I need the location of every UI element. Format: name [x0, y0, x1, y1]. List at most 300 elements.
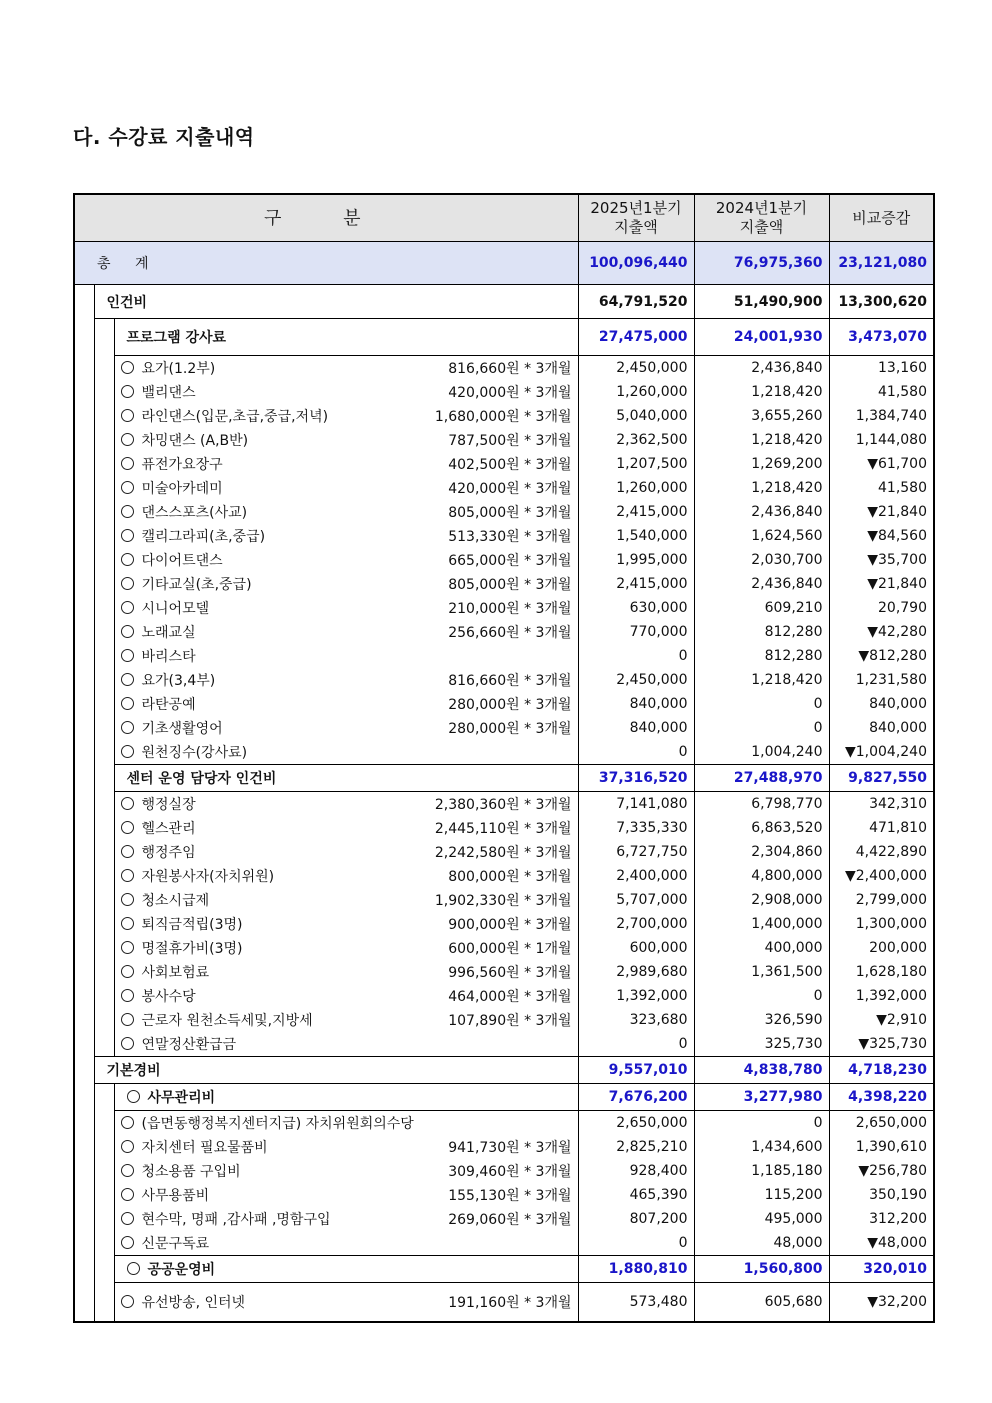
- item-diff: ▼61,700: [829, 452, 934, 476]
- item-name-wrap: [121, 718, 223, 738]
- circle-bullet-icon: [121, 1164, 134, 1177]
- item-name-wrap: [121, 1292, 246, 1312]
- item-diff: 1,390,610: [829, 1135, 934, 1159]
- staff-cost-row-2024: 27,488,970: [694, 765, 829, 792]
- item-label: [114, 1135, 578, 1159]
- item-diff: 13,160: [829, 356, 934, 381]
- indent-spacer: [74, 984, 94, 1008]
- item-label-wrap: [115, 382, 578, 402]
- item-diff: 840,000: [829, 692, 934, 716]
- indent-spacer: [74, 1283, 94, 1323]
- item-label: [114, 740, 578, 765]
- indent-spacer: [94, 816, 114, 840]
- item-diff: ▼42,280: [829, 620, 934, 644]
- indent-spacer: [94, 888, 114, 912]
- indent-spacer: [94, 984, 114, 1008]
- table-row: [74, 620, 934, 644]
- item-diff: 2,799,000: [829, 888, 934, 912]
- item-label-wrap: [115, 742, 578, 762]
- indent-spacer: [74, 596, 94, 620]
- item-2025: 2,650,000: [578, 1111, 694, 1136]
- staff-cost-row-label: [114, 765, 578, 792]
- item-label-wrap: [115, 794, 578, 814]
- indent-spacer: [94, 1256, 114, 1283]
- item-label: [114, 548, 578, 572]
- item-2025: 600,000: [578, 936, 694, 960]
- item-label-wrap: [115, 1113, 578, 1133]
- item-name: 기초생활영어: [141, 721, 223, 737]
- item-label-wrap: [115, 842, 578, 862]
- personnel-row: [74, 285, 934, 319]
- item-calc: 513,330원 * 3개월: [448, 529, 572, 545]
- table-row: [74, 864, 934, 888]
- circle-bullet-icon: [121, 1013, 134, 1026]
- item-label-wrap: [115, 1292, 578, 1312]
- table-row: [74, 816, 934, 840]
- header-2025: [578, 194, 694, 242]
- item-2024: 1,218,420: [694, 476, 829, 500]
- item-calc: 816,660원 * 3개월: [448, 673, 572, 689]
- item-2025: 7,335,330: [578, 816, 694, 840]
- indent-spacer: [94, 1008, 114, 1032]
- indent-spacer: [94, 864, 114, 888]
- table-row: [74, 572, 934, 596]
- total-2025: 100,096,440: [578, 242, 694, 285]
- item-name: 연말정산환급금: [141, 1037, 237, 1053]
- item-2025: 807,200: [578, 1207, 694, 1231]
- indent-spacer: [94, 1159, 114, 1183]
- item-calc: 309,460원 * 3개월: [448, 1164, 572, 1180]
- indent-spacer: [74, 1032, 94, 1057]
- indent-spacer: [94, 1135, 114, 1159]
- item-name-wrap: [121, 622, 196, 642]
- item-2025: 2,415,000: [578, 572, 694, 596]
- indent-spacer: [74, 644, 94, 668]
- indent-spacer: [74, 936, 94, 960]
- item-calc: 805,000원 * 3개월: [448, 505, 572, 521]
- item-label: [114, 356, 578, 381]
- indent-spacer: [74, 1159, 94, 1183]
- item-name: 퇴직금적립(3명): [141, 917, 243, 933]
- item-name: 요가(1.2부): [141, 361, 216, 377]
- item-2025: 2,450,000: [578, 668, 694, 692]
- item-name-wrap: [121, 670, 216, 690]
- item-name-wrap: [121, 818, 196, 838]
- indent-spacer: [94, 476, 114, 500]
- item-diff: ▼325,730: [829, 1032, 934, 1057]
- table-row: [74, 740, 934, 765]
- item-diff: ▼21,840: [829, 500, 934, 524]
- table-row: [74, 1159, 934, 1183]
- item-label: [114, 1032, 578, 1057]
- item-2025: 1,260,000: [578, 380, 694, 404]
- indent-spacer: [94, 792, 114, 817]
- indent-spacer: [74, 888, 94, 912]
- item-diff: ▼2,400,000: [829, 864, 934, 888]
- table-row: [74, 596, 934, 620]
- item-label: [114, 912, 578, 936]
- indent-spacer: [74, 960, 94, 984]
- item-2024: 812,280: [694, 644, 829, 668]
- item-calc: 280,000원 * 3개월: [448, 721, 572, 737]
- item-2024: 1,004,240: [694, 740, 829, 765]
- item-label-wrap: [115, 454, 578, 474]
- item-name: 기타교실(초,중급): [141, 577, 252, 593]
- item-diff: ▼35,700: [829, 548, 934, 572]
- circle-bullet-icon: [121, 869, 134, 882]
- item-label-wrap: [115, 670, 578, 690]
- indent-spacer: [94, 452, 114, 476]
- item-2025: 2,700,000: [578, 912, 694, 936]
- item-name-wrap: [121, 694, 196, 714]
- item-2024: 1,185,180: [694, 1159, 829, 1183]
- basic-expense-row-2024: 4,838,780: [694, 1057, 829, 1084]
- item-label-wrap: [115, 986, 578, 1006]
- item-2025: 1,540,000: [578, 524, 694, 548]
- item-calc: 1,680,000원 * 3개월: [434, 409, 572, 425]
- header-2024: [694, 194, 829, 242]
- item-label: [114, 404, 578, 428]
- indent-spacer: [74, 864, 94, 888]
- indent-spacer: [94, 1207, 114, 1231]
- item-label-wrap: [115, 1233, 578, 1253]
- item-label-wrap: [115, 1161, 578, 1181]
- circle-bullet-icon: [121, 1212, 134, 1225]
- public-operation-row-label: [114, 1256, 578, 1283]
- item-label-wrap: [115, 574, 578, 594]
- circle-bullet-icon: [121, 1295, 134, 1308]
- item-name-wrap: [121, 962, 210, 982]
- item-label: [114, 572, 578, 596]
- item-calc: 787,500원 * 3개월: [448, 433, 572, 449]
- office-admin-row-diff: 4,398,220: [829, 1084, 934, 1111]
- item-2025: 1,260,000: [578, 476, 694, 500]
- item-calc: 800,000원 * 3개월: [448, 869, 572, 885]
- item-diff: 1,392,000: [829, 984, 934, 1008]
- item-label: [114, 1008, 578, 1032]
- circle-bullet-icon: [127, 1262, 140, 1275]
- item-label-wrap: [115, 1010, 578, 1030]
- item-calc: 191,160원 * 3개월: [448, 1295, 572, 1311]
- item-name: 시니어모델: [141, 601, 210, 617]
- circle-bullet-icon: [121, 1236, 134, 1249]
- item-2025: 6,727,750: [578, 840, 694, 864]
- circle-bullet-icon: [121, 1037, 134, 1050]
- item-diff: 312,200: [829, 1207, 934, 1231]
- item-name: 청소용품 구입비: [141, 1164, 241, 1180]
- item-2024: 1,361,500: [694, 960, 829, 984]
- item-diff: ▼2,910: [829, 1008, 934, 1032]
- item-diff: 1,231,580: [829, 668, 934, 692]
- header-2024-line1: 2024년1분기: [715, 199, 808, 217]
- item-diff: 1,300,000: [829, 912, 934, 936]
- indent-spacer: [74, 1008, 94, 1032]
- item-diff: ▼256,780: [829, 1159, 934, 1183]
- item-2024: 2,436,840: [694, 500, 829, 524]
- table-row: [74, 404, 934, 428]
- table-row: [74, 1207, 934, 1231]
- program-fee-row-label: [114, 319, 578, 356]
- item-label-wrap: [115, 1034, 578, 1054]
- item-diff: 41,580: [829, 476, 934, 500]
- item-label-wrap: [115, 478, 578, 498]
- item-2024: 812,280: [694, 620, 829, 644]
- indent-spacer: [74, 1057, 94, 1084]
- item-2025: 770,000: [578, 620, 694, 644]
- indent-spacer: [94, 1183, 114, 1207]
- item-2024: 326,590: [694, 1008, 829, 1032]
- item-2025: 1,207,500: [578, 452, 694, 476]
- circle-bullet-icon: [121, 721, 134, 734]
- item-name: 차밍댄스 (A,B반): [141, 433, 249, 449]
- table-row: [74, 452, 934, 476]
- item-name-wrap: [121, 938, 243, 958]
- item-name-wrap: [121, 1233, 210, 1253]
- indent-spacer: [94, 319, 114, 356]
- total-2024: 76,975,360: [694, 242, 829, 285]
- item-diff: ▼812,280: [829, 644, 934, 668]
- item-name-wrap: [121, 502, 248, 522]
- item-2025: 0: [578, 644, 694, 668]
- item-label: [114, 476, 578, 500]
- item-2025: 2,825,210: [578, 1135, 694, 1159]
- item-diff: 342,310: [829, 792, 934, 817]
- item-calc: 420,000원 * 3개월: [448, 385, 572, 401]
- header-category: 구 분: [74, 194, 578, 242]
- indent-spacer: [74, 1084, 94, 1111]
- personnel-row-label: [94, 285, 578, 319]
- circle-bullet-icon: [121, 745, 134, 758]
- circle-bullet-icon: [121, 845, 134, 858]
- item-label: [114, 428, 578, 452]
- circle-bullet-icon: [121, 385, 134, 398]
- table-row: [74, 500, 934, 524]
- item-name-wrap: [121, 1185, 210, 1205]
- item-calc: 107,890원 * 3개월: [448, 1013, 572, 1029]
- item-name-wrap: [121, 742, 248, 762]
- public-operation-row: [74, 1256, 934, 1283]
- indent-spacer: [74, 816, 94, 840]
- circle-bullet-icon: [121, 529, 134, 542]
- table-header-row: [74, 194, 934, 242]
- item-2025: 1,995,000: [578, 548, 694, 572]
- indent-spacer: [74, 572, 94, 596]
- item-name-wrap: [121, 986, 196, 1006]
- item-calc: 941,730원 * 3개월: [448, 1140, 572, 1156]
- item-label: [114, 864, 578, 888]
- item-calc: 2,445,110원 * 3개월: [434, 821, 572, 837]
- indent-spacer: [94, 500, 114, 524]
- circle-bullet-icon: [121, 941, 134, 954]
- item-2024: 6,863,520: [694, 816, 829, 840]
- indent-spacer: [94, 404, 114, 428]
- indent-spacer: [94, 644, 114, 668]
- item-name: 노래교실: [141, 625, 196, 641]
- indent-spacer: [94, 740, 114, 765]
- circle-bullet-icon: [121, 553, 134, 566]
- indent-spacer: [74, 428, 94, 452]
- item-name: 봉사수당: [141, 989, 196, 1005]
- item-calc: 210,000원 * 3개월: [448, 601, 572, 617]
- item-name: 캘리그라피(초,중급): [141, 529, 266, 545]
- public-operation-row-2025: 1,880,810: [578, 1256, 694, 1283]
- item-calc: 900,000원 * 3개월: [448, 917, 572, 933]
- item-label: [114, 692, 578, 716]
- circle-bullet-icon: [121, 893, 134, 906]
- circle-bullet-icon: [121, 361, 134, 374]
- indent-spacer: [94, 840, 114, 864]
- basic-expense-row-diff: 4,718,230: [829, 1057, 934, 1084]
- circle-bullet-icon: [121, 481, 134, 494]
- indent-spacer: [74, 692, 94, 716]
- item-2025: 840,000: [578, 716, 694, 740]
- item-2024: 0: [694, 716, 829, 740]
- item-2024: 325,730: [694, 1032, 829, 1057]
- item-label-wrap: [115, 938, 578, 958]
- indent-spacer: [74, 1183, 94, 1207]
- item-diff: 1,144,080: [829, 428, 934, 452]
- item-2024: 0: [694, 1111, 829, 1136]
- item-label-wrap: [115, 526, 578, 546]
- item-2024: 2,908,000: [694, 888, 829, 912]
- table-row: [74, 960, 934, 984]
- item-name: 근로자 원천소득세및,지방세: [141, 1013, 313, 1029]
- table-row: [74, 668, 934, 692]
- item-diff: 4,422,890: [829, 840, 934, 864]
- item-label: [114, 380, 578, 404]
- table-row: [74, 1231, 934, 1256]
- program-fee-row: [74, 319, 934, 356]
- item-2025: 2,362,500: [578, 428, 694, 452]
- item-label: [114, 960, 578, 984]
- item-2024: 609,210: [694, 596, 829, 620]
- item-name-wrap: [121, 430, 249, 450]
- item-name-wrap: [121, 794, 196, 814]
- item-2024: 1,218,420: [694, 380, 829, 404]
- circle-bullet-icon: [121, 1116, 134, 1129]
- table-row: [74, 644, 934, 668]
- item-calc: 665,000원 * 3개월: [448, 553, 572, 569]
- indent-spacer: [94, 668, 114, 692]
- header-2024-line2: 지출액: [739, 218, 784, 236]
- indent-spacer: [94, 620, 114, 644]
- item-2024: 2,436,840: [694, 356, 829, 381]
- item-name: 명절휴가비(3명): [141, 941, 243, 957]
- item-name-wrap: [121, 1209, 331, 1229]
- page-title: 다. 수강료 지출내역: [73, 125, 255, 149]
- item-2024: 1,269,200: [694, 452, 829, 476]
- circle-bullet-icon: [121, 409, 134, 422]
- item-name-wrap: [121, 598, 210, 618]
- item-calc: 2,380,360원 * 3개월: [434, 797, 572, 813]
- expense-table: [73, 193, 935, 1323]
- item-label: [114, 984, 578, 1008]
- table-row: [74, 476, 934, 500]
- indent-spacer: [94, 1231, 114, 1256]
- indent-spacer: [74, 716, 94, 740]
- item-label: [114, 936, 578, 960]
- item-label: [114, 1283, 578, 1323]
- table-row: [74, 1008, 934, 1032]
- item-diff: 200,000: [829, 936, 934, 960]
- indent-spacer: [94, 428, 114, 452]
- item-2024: 115,200: [694, 1183, 829, 1207]
- item-name-wrap: [121, 646, 196, 666]
- item-name: 자원봉사자(자치위원): [141, 869, 275, 885]
- item-label-wrap: [115, 866, 578, 886]
- item-label-wrap: [115, 890, 578, 910]
- item-name: 유선방송, 인터넷: [141, 1295, 246, 1311]
- item-diff: ▼48,000: [829, 1231, 934, 1256]
- indent-spacer: [94, 716, 114, 740]
- table-row: [74, 716, 934, 740]
- indent-spacer: [74, 792, 94, 817]
- circle-bullet-icon: [121, 433, 134, 446]
- item-label: [114, 1183, 578, 1207]
- item-name: 미술아카데미: [141, 481, 223, 497]
- indent-spacer: [74, 840, 94, 864]
- header-diff: 비교증감: [829, 194, 934, 242]
- item-name: 자치센터 필요물품비: [141, 1140, 268, 1156]
- item-diff: ▼84,560: [829, 524, 934, 548]
- item-name-wrap: [121, 1113, 414, 1133]
- table-row: [74, 1183, 934, 1207]
- table-row: [74, 1111, 934, 1136]
- item-2025: 7,141,080: [578, 792, 694, 817]
- item-diff: 41,580: [829, 380, 934, 404]
- indent-spacer: [74, 319, 94, 356]
- basic-expense-row-label: [94, 1057, 578, 1084]
- item-diff: ▼1,004,240: [829, 740, 934, 765]
- office-admin-row: [74, 1084, 934, 1111]
- item-2024: 400,000: [694, 936, 829, 960]
- item-label-wrap: [115, 718, 578, 738]
- indent-spacer: [74, 912, 94, 936]
- item-label-wrap: [115, 1185, 578, 1205]
- staff-cost-row: [74, 765, 934, 792]
- circle-bullet-icon: [127, 1090, 140, 1103]
- item-diff: 20,790: [829, 596, 934, 620]
- item-name-wrap: [121, 574, 252, 594]
- item-name-wrap: [121, 1137, 268, 1157]
- item-label: [114, 1231, 578, 1256]
- item-calc: 464,000원 * 3개월: [448, 989, 572, 1005]
- table-row: [74, 428, 934, 452]
- item-2025: 5,707,000: [578, 888, 694, 912]
- indent-spacer: [94, 548, 114, 572]
- item-2025: 630,000: [578, 596, 694, 620]
- item-label: [114, 792, 578, 817]
- indent-spacer: [74, 740, 94, 765]
- item-label: [114, 596, 578, 620]
- total-diff: 23,121,080: [829, 242, 934, 285]
- program-fee-row-2024: 24,001,930: [694, 319, 829, 356]
- item-2024: 2,436,840: [694, 572, 829, 596]
- table-row: [74, 380, 934, 404]
- item-2025: 465,390: [578, 1183, 694, 1207]
- circle-bullet-icon: [121, 821, 134, 834]
- item-name: 원천징수(강사료): [141, 745, 248, 761]
- item-label: [114, 840, 578, 864]
- item-name-wrap: [121, 454, 223, 474]
- item-label: [114, 1159, 578, 1183]
- item-label: [114, 716, 578, 740]
- item-name-wrap: [121, 478, 223, 498]
- item-2024: 3,655,260: [694, 404, 829, 428]
- indent-spacer: [94, 356, 114, 381]
- staff-cost-row-label-text: 센터 운영 담당자 인건비: [126, 771, 277, 787]
- item-calc: 2,242,580원 * 3개월: [434, 845, 572, 861]
